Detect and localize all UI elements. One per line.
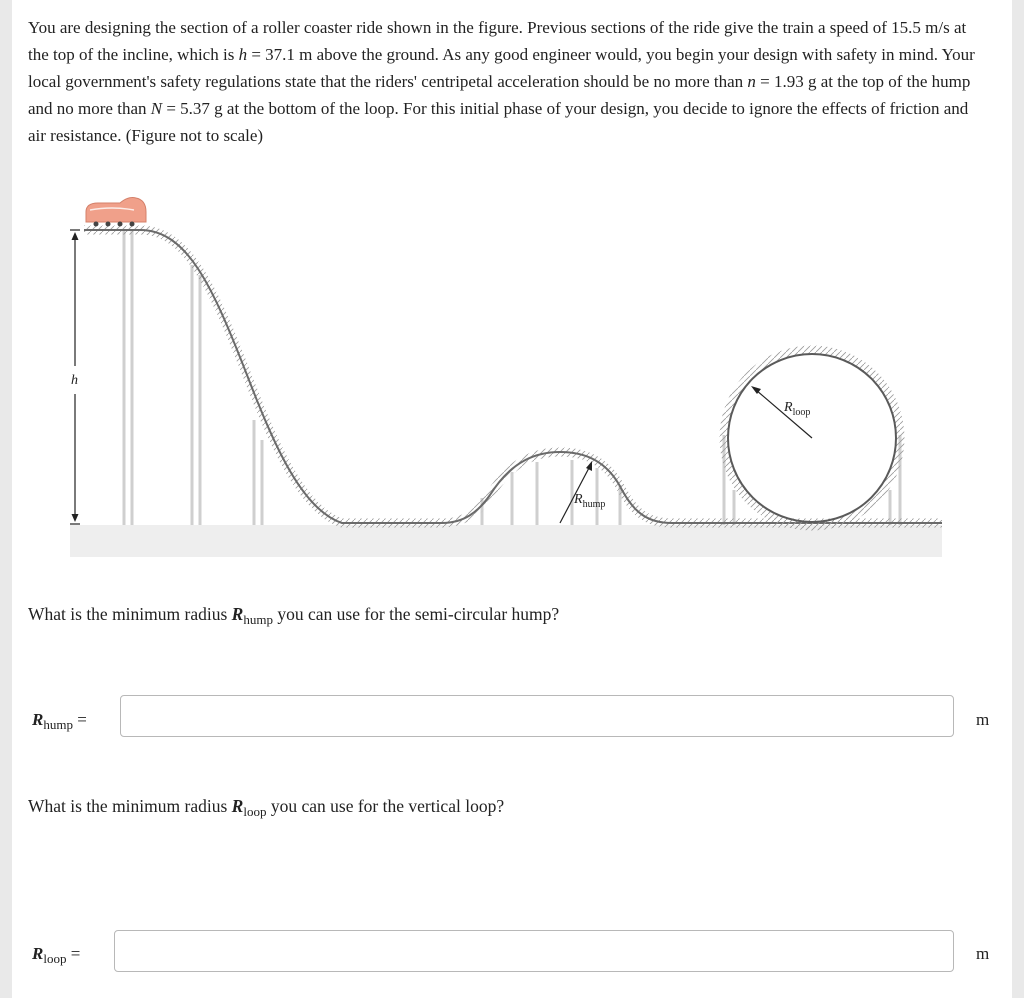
h-label: h (71, 373, 78, 388)
coaster-car (86, 198, 146, 227)
r-loop-field-label: $R_{loop}$ = (32, 944, 81, 966)
r-hump-sub: hump (582, 499, 606, 510)
loop-supports (724, 435, 900, 525)
r-loop-label: R (784, 400, 793, 415)
roller-coaster-figure (12, 190, 1012, 562)
r-loop-input[interactable] (114, 930, 954, 972)
problem-card (12, 0, 1012, 998)
problem-statement: You are designing the section of a roller coaster ride shown in the figure. Previous sections of the ride give the train a speed of 15.5 m/s at the top of the incline, which is h = 37.1 m above the ground. As any good engineer would, you begin your design with safety in mind. Your local government's safety regulations state that the riders' centripetal acceleration should be no more than n = 1.93 g at the top of the hump and no more than N = 5.37 g at the bottom of the loop. For this initial phase of your design, you decide to ignore the effects of friction and air resistance. (Figure not to scale) (28, 18, 975, 145)
r-hump-field-label: $R_{hump}$ = (32, 710, 87, 732)
r-hump-input[interactable] (120, 695, 954, 737)
r-loop-sub: loop (792, 407, 811, 418)
r-hump-unit: m (976, 710, 990, 729)
incline-supports (124, 230, 262, 525)
question-loop: What is the minimum radius $R_{loop}$ you can use for the vertical loop? (28, 796, 505, 819)
question-hump: What is the minimum radius $R_{hump}$ you can use for the semi-circular hump? (28, 604, 560, 627)
r-hump-label: R (574, 492, 583, 507)
r-loop-unit: m (976, 944, 990, 963)
svg-text:Rloop (783, 400, 810, 418)
svg-text:Rhump (573, 492, 605, 510)
hump-supports (482, 460, 620, 525)
